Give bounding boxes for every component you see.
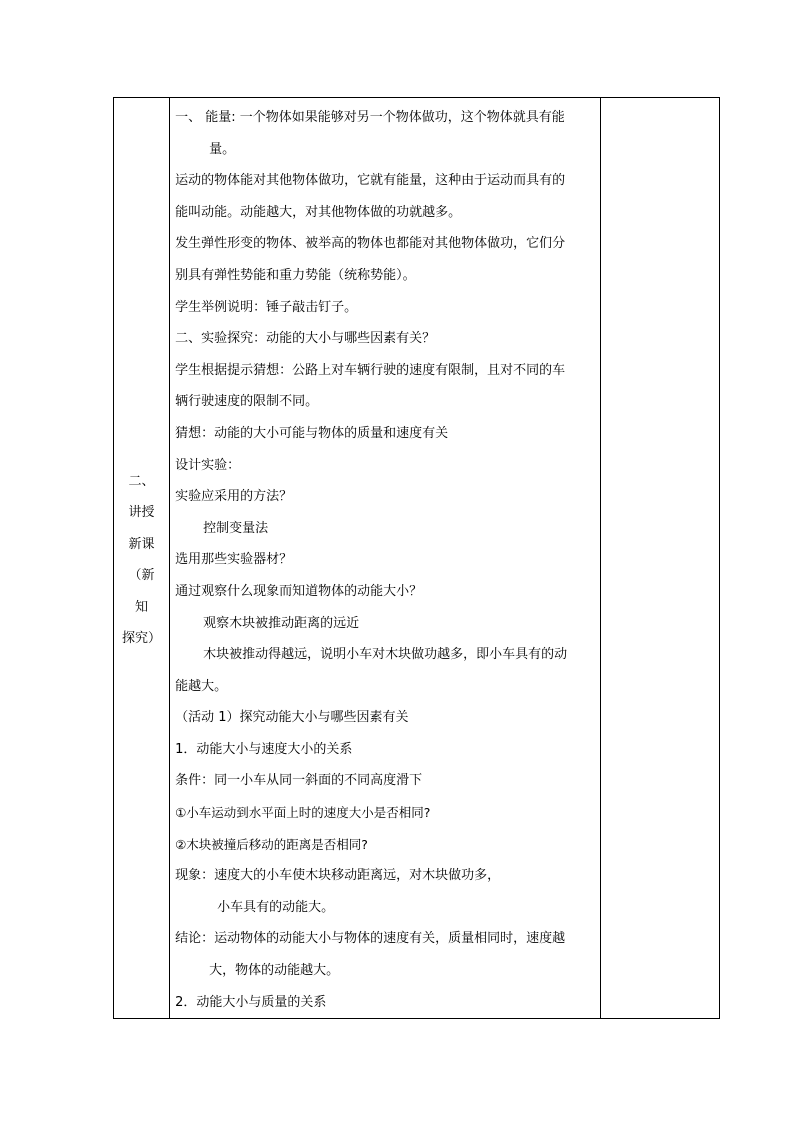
content-line: 运动的物体能对其他物体做功，它就有能量，这种由于运动而具有的 <box>175 173 566 189</box>
content-line: 结论：运动物体的动能大小与物体的速度有关，质量相同时，速度越 <box>175 931 566 947</box>
lesson-table <box>113 97 720 1019</box>
content-line: 能越大。 <box>175 678 228 694</box>
content-line: ①小车运动到水平面上时的速度大小是否相同? <box>175 805 431 821</box>
content-line: 选用那些实验器材？ <box>175 552 293 568</box>
section-label-line: 探究） <box>122 631 162 647</box>
content-line: 小车具有的动能大。 <box>217 899 335 915</box>
content-line: 木块被推动得越远，说明小车对木块做功越多，即小车具有的动 <box>203 647 568 663</box>
section-label-line: 讲授 <box>128 505 155 521</box>
section-label-line: （新 <box>128 568 155 584</box>
content-line: 别具有弹性势能和重力势能（统称势能）。 <box>175 267 416 283</box>
content-line: 条件：同一小车从同一斜面的不同高度滑下 <box>175 773 423 789</box>
content-line: 通过观察什么现象而知道物体的动能大小？ <box>175 583 423 599</box>
content-line: 大，物体的动能越大。 <box>209 963 340 979</box>
content-line: 设计实验： <box>175 457 241 473</box>
content-line: 能叫动能。动能越大，对其他物体做的功就越多。 <box>175 204 462 220</box>
content-line: 猜想：动能的大小可能与物体的质量和速度有关 <box>175 425 449 441</box>
content-line: 量。 <box>209 141 236 157</box>
lesson-content-cell <box>170 98 601 1019</box>
content-line: 2．动能大小与质量的关系 <box>175 994 327 1010</box>
content-line: 学生举例说明：锤子敲击钉子。 <box>175 299 358 315</box>
content-line: （活动 1）探究动能大小与哪些因素有关 <box>175 710 409 726</box>
content-line: 学生根据提示猜想：公路上对车辆行驶的速度有限制，且对不同的车 <box>175 362 566 378</box>
content-line: 现象：速度大的小车使木块移动距离远，对木块做功多， <box>175 868 501 884</box>
section-label-cell <box>114 98 170 1019</box>
content-line: ②木块被撞后移动的距离是否相同? <box>175 836 368 852</box>
notes-cell <box>600 98 719 1019</box>
content-line: 实验应采用的方法？ <box>175 489 293 505</box>
table-row <box>114 98 720 1019</box>
content-line: 控制变量法 <box>203 520 269 536</box>
content-line: 观察木块被推动距离的远近 <box>203 615 360 631</box>
content-line: 一、 能量: 一个物体如果能够对另一个物体做功，这个物体就具有能 <box>175 110 565 125</box>
content-line: 发生弹性形变的物体、被举高的物体也都能对其他物体做功，它们分 <box>175 236 566 252</box>
content-line: 辆行驶速度的限制不同。 <box>175 394 319 410</box>
section-label <box>114 466 169 655</box>
section-label-line: 知 <box>135 599 149 615</box>
section-label-line: 二、 <box>128 473 155 489</box>
section-label-line: 新课 <box>128 536 155 552</box>
content-line: 二、实验探究：动能的大小与哪些因素有关？ <box>175 331 436 347</box>
content-line: 1．动能大小与速度大小的关系 <box>175 741 353 757</box>
